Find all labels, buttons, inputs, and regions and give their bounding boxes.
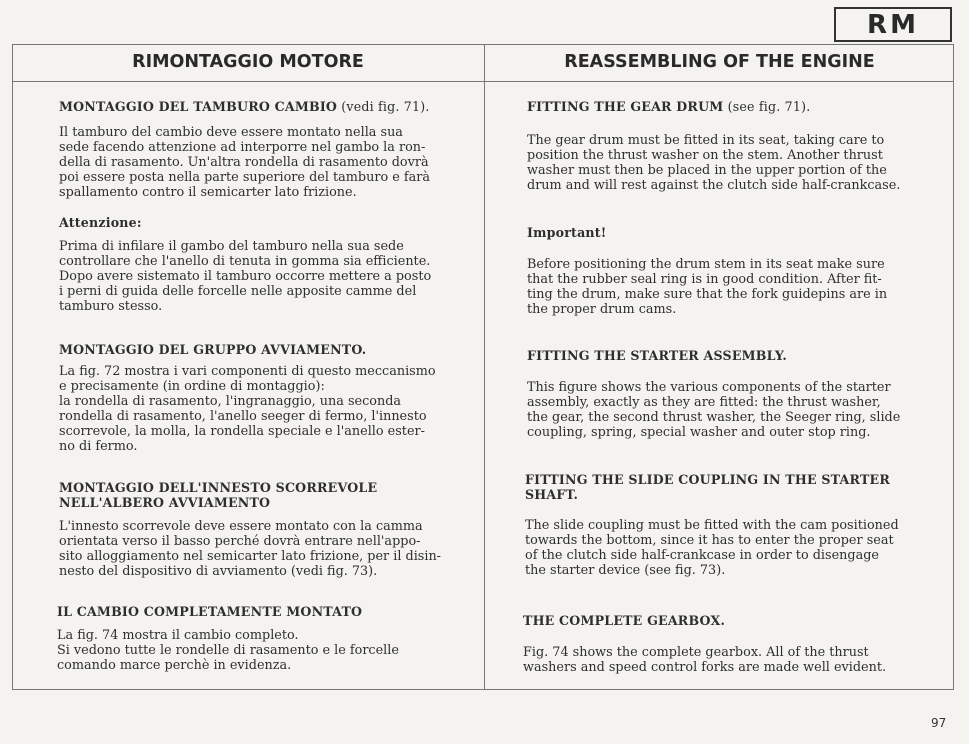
body-line: sede facendo attenzione ad interporre nel gambo la ron- (59, 140, 426, 155)
right-s3-body (527, 380, 900, 440)
body-line: comando marce perchè in evidenza. (57, 658, 292, 673)
body-line: Before positioning the drum stem in its seat make sure (527, 257, 885, 272)
body-line: rondella di rasamento, l'anello seeger di fermo, l'innesto (59, 409, 427, 424)
body-line: controllare che l'anello di tenuta in gomma sia efficiente. (59, 254, 431, 269)
right-s1-heading: FITTING THE GEAR DRUM (see fig. 71). (527, 99, 811, 114)
body-line: scorrevole, la molla, la rondella speciale e l'anello ester- (59, 424, 425, 439)
left-s4-heading-block (59, 480, 377, 510)
left-s1-heading: MONTAGGIO DEL TAMBURO CAMBIO (vedi fig. 71). (59, 99, 430, 114)
left-s1-heading-block (59, 99, 430, 114)
body-line: This figure shows the various components of the starter (527, 380, 891, 395)
right-s4-heading: FITTING THE SLIDE COUPLING IN THE STARTER (525, 472, 890, 487)
left-s1-body (59, 125, 430, 200)
body-line: of the clutch side half-crankcase in order to disengage (525, 548, 879, 563)
body-line: The gear drum must be fitted in its seat, taking care to (527, 133, 885, 148)
body-line: the proper drum cams. (527, 302, 677, 317)
body-line: Il tamburo del cambio deve essere montato nella sua (59, 125, 403, 140)
right-s5-heading-block (523, 613, 725, 628)
body-line: poi essere posta nella parte superiore del tamburo e farà (59, 170, 430, 185)
body-line: washer must then be placed in the upper portion of the (527, 163, 887, 178)
body-line: Fig. 74 shows the complete gearbox. All of the thrust (523, 645, 869, 660)
body-line: sito alloggiamento nel semicarter lato frizione, per il disin- (59, 549, 442, 564)
body-line: ting the drum, make sure that the fork guidepins are in (527, 287, 888, 302)
body-line: Prima di infilare il gambo del tamburo nella sua sede (59, 239, 404, 254)
right-s3-heading: FITTING THE STARTER ASSEMBLY. (527, 348, 788, 363)
body-line: the gear, the second thrust washer, the Seeger ring, slide (527, 410, 901, 425)
right-s4-body (525, 518, 899, 578)
body-line: la rondella di rasamento, l'ingranaggio, una seconda (59, 394, 402, 409)
right-s5-body (523, 645, 886, 675)
body-line: washers and speed control forks are made well evident. (523, 660, 887, 675)
body-line: assembly, exactly as they are fitted: the thrust washer, (527, 395, 881, 410)
body-line: e precisamente (in ordine di montaggio): (59, 379, 325, 394)
body-line: orientata verso il basso perché dovrà entrare nell'appo- (59, 534, 421, 549)
left-s4-body (59, 519, 441, 579)
right-s3-heading-block (527, 348, 787, 363)
body-line: tamburo stesso. (59, 299, 163, 314)
left-s5-body (57, 628, 399, 673)
left-s2-heading: Attenzione: (59, 215, 142, 230)
body-line: Dopo avere sistemato il tamburo occorre mettere a posto (59, 269, 432, 284)
left-column-title: RIMONTAGGIO MOTORE (132, 52, 364, 72)
right-s2-body (527, 257, 887, 317)
body-line: nesto del dispositivo di avviamento (vedi fig. 73). (59, 564, 378, 579)
body-line: Si vedono tutte le rondelle di rasamento e le forcelle (57, 643, 399, 658)
right-s1-heading-block (527, 99, 810, 114)
left-s4-heading: MONTAGGIO DELL'INNESTO SCORREVOLE (59, 480, 378, 495)
body-line: coupling, spring, special washer and outer stop ring. (527, 425, 871, 440)
left-s5-heading-block (57, 604, 362, 619)
right-column-title: REASSEMBLING OF THE ENGINE (564, 52, 875, 72)
right-s4-heading-block (525, 472, 890, 502)
right-s4-heading: SHAFT. (525, 487, 579, 502)
body-line: della di rasamento. Un'altra rondella di rasamento dovrà (59, 155, 429, 170)
right-s5-heading: THE COMPLETE GEARBOX. (523, 613, 726, 628)
right-s2-heading: Important! (527, 225, 607, 240)
body-line: no di fermo. (59, 439, 138, 454)
page-number: 97 (931, 716, 947, 730)
section-badge: RM (834, 7, 952, 42)
body-line: La fig. 74 mostra il cambio completo. (57, 628, 299, 643)
body-line: La fig. 72 mostra i vari componenti di questo meccanismo (59, 364, 436, 379)
right-s2-heading-block (527, 225, 607, 240)
header-rule (12, 81, 954, 82)
body-line: towards the bottom, since it has to enter the proper seat (525, 533, 894, 548)
left-s3-body (59, 364, 436, 454)
left-s3-heading: MONTAGGIO DEL GRUPPO AVVIAMENTO. (59, 342, 367, 357)
left-s5-heading: IL CAMBIO COMPLETAMENTE MONTATO (57, 604, 363, 619)
left-s3-heading-block (59, 342, 366, 357)
body-line: that the rubber seal ring is in good condition. After fit- (527, 272, 882, 287)
body-line: position the thrust washer on the stem. Another thrust (527, 148, 883, 163)
body-line: the starter device (see fig. 73). (525, 563, 726, 578)
left-s4-heading: NELL'ALBERO AVVIAMENTO (59, 495, 271, 510)
body-line: L'innesto scorrevole deve essere montato con la camma (59, 519, 423, 534)
column-divider (484, 44, 485, 690)
left-s2-body (59, 239, 431, 314)
body-line: i perni di guida delle forcelle nelle apposite camme del (59, 284, 417, 299)
body-line: The slide coupling must be fitted with the cam positioned (525, 518, 899, 533)
body-line: drum and will rest against the clutch side half-crankcase. (527, 178, 901, 193)
body-line: spallamento contro il semicarter lato frizione. (59, 185, 357, 200)
right-s1-body (527, 133, 900, 193)
left-s2-heading-block (59, 215, 142, 230)
